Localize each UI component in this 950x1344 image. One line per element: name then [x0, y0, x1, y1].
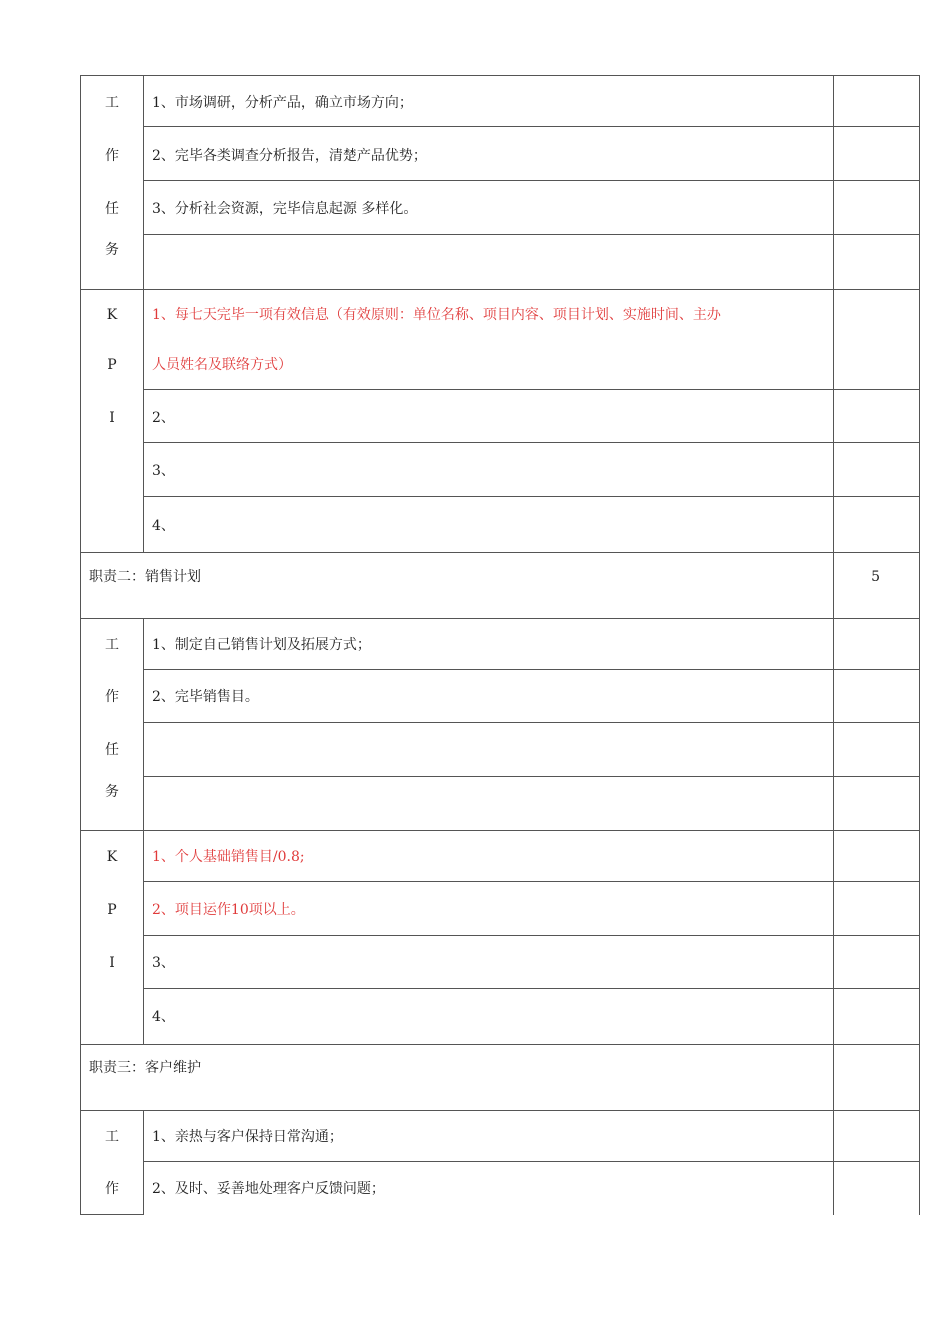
- task-item: 2、及时、妥善地处理客户反馈问题；: [152, 1181, 385, 1197]
- row-border: [143, 988, 920, 989]
- row-border: [80, 830, 920, 831]
- task-label-char: 务: [105, 784, 119, 800]
- kpi-item: 1、个人基础销售目/0.8;: [152, 849, 305, 865]
- row-border: [143, 234, 920, 235]
- row-border: [143, 389, 920, 390]
- kpi-label-char: I: [109, 955, 115, 971]
- row-border: [80, 618, 920, 619]
- task-item: 2、完毕销售目。: [152, 689, 259, 705]
- row-border: [80, 289, 920, 290]
- kpi-label-char: P: [107, 902, 117, 918]
- task-item: 1、市场调研，分析产品，确立市场方向；: [152, 95, 413, 111]
- kpi-item: 2、项目运作10项以上。: [152, 902, 305, 918]
- duty-title: 职责二：销售计划: [89, 569, 201, 585]
- label-column-divider: [143, 75, 144, 553]
- task-label-char: 作: [105, 1181, 119, 1197]
- task-item: 1、亲热与客户保持日常沟通；: [152, 1129, 343, 1145]
- kpi-item: 4、: [152, 1009, 175, 1025]
- row-border: [143, 180, 920, 181]
- task-item: 2、完毕各类调查分析报告，清楚产品优势；: [152, 148, 427, 164]
- row-border: [143, 496, 920, 497]
- label-column-divider: [143, 618, 144, 1044]
- row-border: [80, 1044, 920, 1045]
- row-border: [80, 75, 920, 76]
- kpi-label-char: P: [107, 357, 117, 373]
- kpi-label-char: K: [106, 307, 118, 323]
- task-label-char: 任: [105, 742, 119, 758]
- job-description-table: [80, 75, 920, 1215]
- kpi-item: 1、每七天完毕一项有效信息（有效原则：单位名称、项目内容、项目计划、实施时间、主办: [152, 307, 721, 323]
- kpi-item: 4、: [152, 518, 175, 534]
- row-border: [143, 1161, 920, 1162]
- kpi-item-continuation: 人员姓名及联络方式）: [152, 357, 292, 373]
- task-label-char: 工: [105, 95, 119, 111]
- kpi-item: 3、: [152, 955, 175, 971]
- kpi-label-char: I: [109, 410, 115, 426]
- task-label-char: 作: [105, 148, 119, 164]
- task-item: 3、分析社会资源，完毕信息起源 多样化。: [152, 201, 418, 217]
- row-border: [143, 442, 920, 443]
- row-border: [143, 126, 920, 127]
- kpi-item: 3、: [152, 463, 175, 479]
- row-border: [80, 1214, 143, 1215]
- label-column-divider: [143, 1110, 144, 1215]
- row-border: [80, 552, 920, 553]
- duty-title: 职责三：客户维护: [89, 1060, 201, 1076]
- row-border: [80, 1110, 920, 1111]
- kpi-label-char: K: [106, 849, 118, 865]
- task-item: 1、制定自己销售计划及拓展方式；: [152, 637, 371, 653]
- row-border: [143, 722, 920, 723]
- row-border: [143, 935, 920, 936]
- task-label-char: 工: [105, 1129, 119, 1145]
- kpi-item: 2、: [152, 410, 175, 426]
- task-label-char: 工: [105, 637, 119, 653]
- row-border: [143, 881, 920, 882]
- row-border: [143, 776, 920, 777]
- task-label-char: 务: [105, 242, 119, 258]
- task-label-char: 任: [105, 201, 119, 217]
- row-border: [143, 669, 920, 670]
- duty-weight: 5: [871, 569, 880, 585]
- task-label-char: 作: [105, 689, 119, 705]
